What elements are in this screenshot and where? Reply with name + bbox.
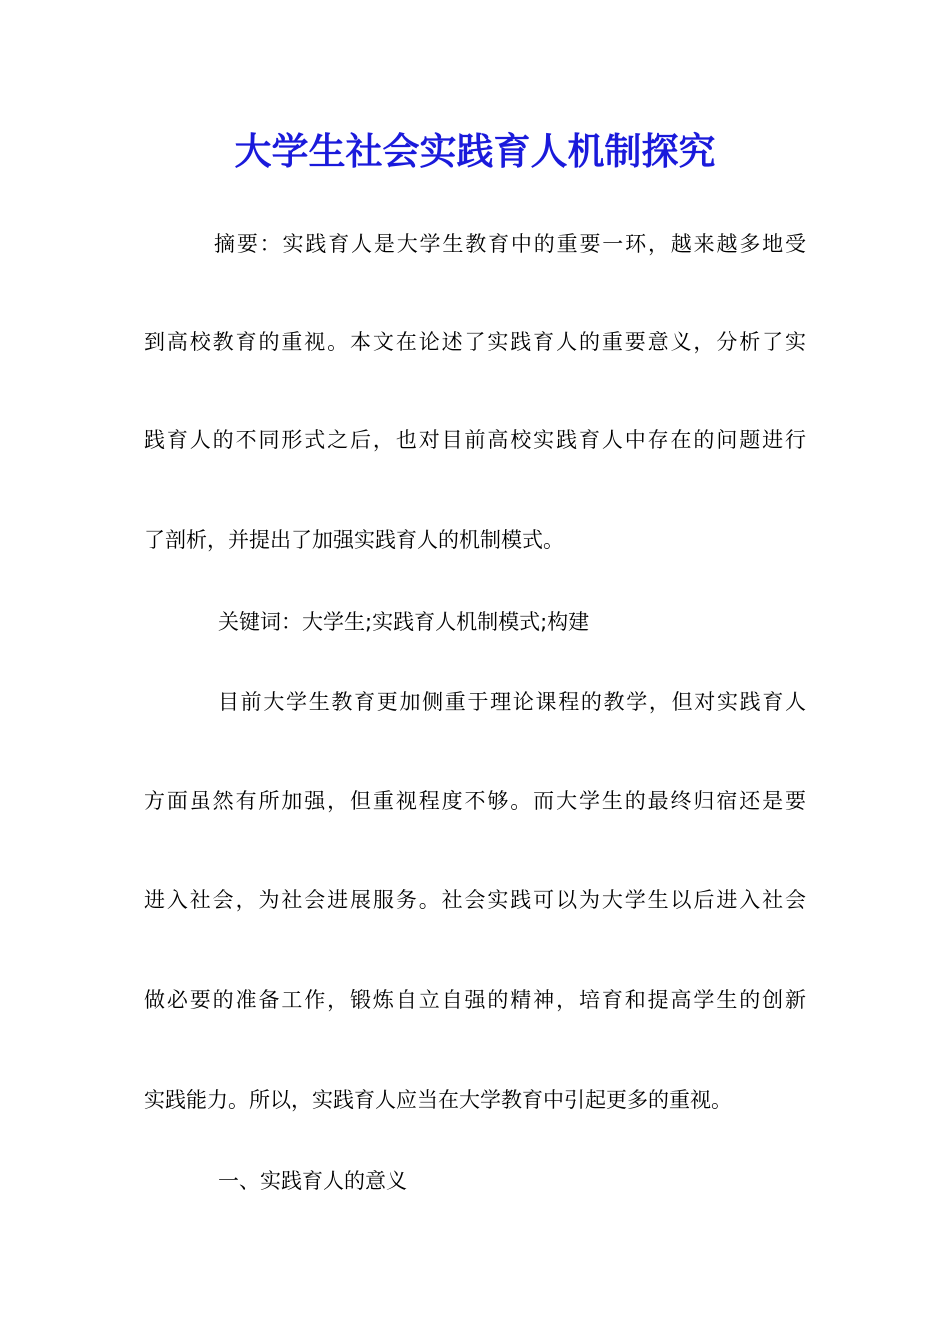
- section-heading: 一、实践育人的意义: [218, 1169, 407, 1193]
- abstract-line-4: 了剖析，并提出了加强实践育人的机制模式。: [144, 528, 564, 552]
- keywords-line: 关键词：大学生;实践育人机制模式;构建: [218, 610, 590, 634]
- intro-line-2: 方面虽然有所加强，但重视程度不够。而大学生的最终归宿还是要: [144, 789, 806, 813]
- document-title: 大学生社会实践育人机制探究: [234, 129, 716, 173]
- intro-line-3: 进入社会，为社会进展服务。社会实践可以为大学生以后进入社会: [144, 888, 806, 912]
- abstract-line-2: 到高校教育的重视。本文在论述了实践育人的重要意义，分析了实: [144, 330, 806, 354]
- abstract-line-3: 践育人的不同形式之后，也对目前高校实践育人中存在的问题进行: [144, 428, 806, 452]
- abstract-line-1: 摘要：实践育人是大学生教育中的重要一环，越来越多地受: [214, 232, 806, 256]
- intro-line-1: 目前大学生教育更加侧重于理论课程的教学，但对实践育人: [218, 690, 806, 714]
- intro-line-4: 做必要的准备工作，锻炼自立自强的精神，培育和提高学生的创新: [144, 988, 806, 1012]
- intro-line-5: 实践能力。所以，实践育人应当在大学教育中引起更多的重视。: [144, 1088, 732, 1112]
